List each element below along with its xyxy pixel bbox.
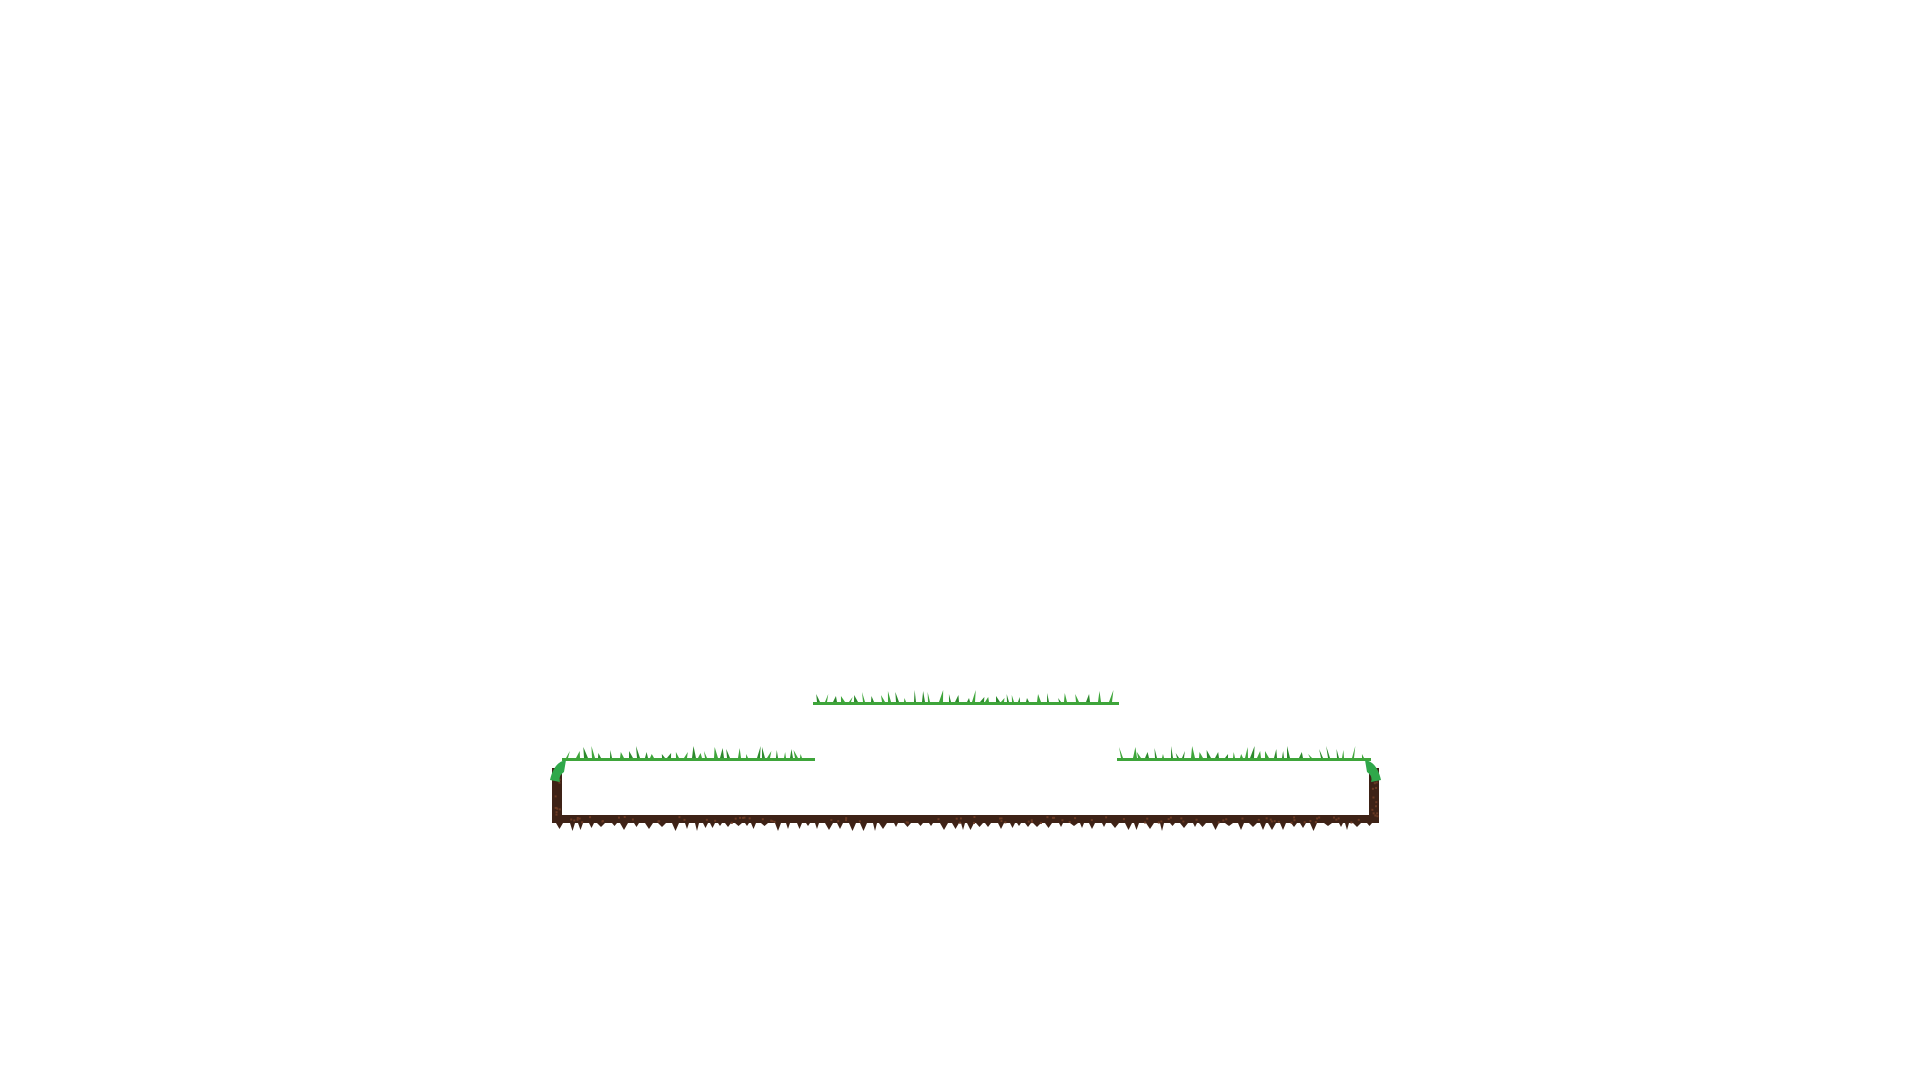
grass-tuft: [576, 751, 580, 758]
dirt-speck: [973, 816, 975, 818]
dirt-drip: [745, 823, 749, 826]
grass-tuft: [1326, 746, 1330, 758]
grass-tuft: [1162, 754, 1164, 758]
dirt-drip: [710, 823, 715, 828]
dirt-drip: [918, 823, 923, 826]
dirt-speck: [1031, 821, 1033, 823]
dirt-drip: [1033, 823, 1041, 827]
dirt-speck: [589, 816, 591, 818]
grass-tuft: [662, 754, 665, 758]
dirt-speck: [845, 819, 847, 821]
grass-tuft: [591, 746, 595, 758]
grass-tuft: [762, 747, 765, 758]
grass-tuft: [895, 692, 899, 702]
dirt-speck: [1318, 817, 1320, 819]
dirt-speck: [1061, 819, 1063, 821]
grass-tuft: [985, 697, 989, 702]
dirt-drip: [985, 823, 991, 827]
dirt-speck: [684, 819, 686, 821]
grass-tuft: [1075, 694, 1079, 702]
grass-tuft: [1191, 746, 1195, 758]
dirt-speck: [1069, 821, 1071, 823]
dirt-drip: [658, 823, 666, 827]
dirt-speck: [1274, 820, 1276, 822]
grass-tuft: [610, 750, 612, 758]
grass-tuft: [1362, 754, 1364, 758]
grass-tuft: [1064, 693, 1067, 702]
grass-tuft: [881, 695, 885, 702]
grass-tuft: [841, 696, 845, 702]
dirt-drip: [718, 823, 722, 826]
dirt-drip: [556, 823, 563, 829]
dirt-speck: [624, 816, 626, 818]
left-ledge: [562, 746, 815, 761]
dirt-speck: [1372, 796, 1374, 798]
grass-tuft: [967, 698, 970, 702]
dirt-drip: [849, 823, 856, 831]
grass-tuft: [914, 690, 916, 702]
dirt-speck: [749, 817, 751, 819]
dirt-speck: [1266, 817, 1268, 819]
grass-tuft: [955, 695, 959, 702]
grass-tuft: [825, 694, 828, 702]
dirt-speck: [1338, 817, 1340, 819]
dirt-speck: [762, 818, 764, 820]
dirt-speck: [577, 817, 579, 819]
grass-tuft: [583, 747, 588, 758]
dirt-drip: [1280, 823, 1286, 830]
dirt-drip: [1089, 823, 1095, 829]
grass-tuft: [980, 697, 984, 702]
grass-tuft: [629, 751, 633, 758]
dirt-drip: [589, 823, 594, 828]
dirt-speck: [1218, 821, 1220, 823]
grass-tuft: [1007, 694, 1009, 702]
dirt-speck: [1372, 788, 1374, 790]
grass-tuft: [1265, 751, 1269, 758]
grass-tuft: [598, 753, 601, 758]
grass-tuft: [1001, 698, 1004, 702]
dirt-drip: [998, 823, 1004, 829]
dirt-drip: [873, 823, 877, 831]
dirt-speck: [657, 820, 659, 822]
dirt-drip: [1146, 823, 1154, 829]
grass-tuft: [1215, 752, 1219, 758]
dirt-drip: [1238, 823, 1244, 830]
grass-tuft: [738, 748, 741, 758]
dirt-drip: [1310, 823, 1317, 831]
dirt-drip: [1134, 823, 1139, 830]
grass-tuft: [1342, 750, 1344, 758]
grass-line: [813, 702, 1119, 705]
dirt-speck: [1170, 817, 1172, 819]
dirt-speck: [1180, 817, 1182, 819]
grass-tuft: [1308, 754, 1312, 758]
dirt-speck: [960, 817, 962, 819]
dirt-speck: [1225, 818, 1227, 820]
dirt-drip: [1193, 823, 1197, 827]
grass-tuft: [1250, 746, 1255, 758]
dirt-speck: [1350, 821, 1352, 823]
dirt-speck: [1144, 821, 1146, 823]
dirt-speck: [570, 819, 572, 821]
dirt-drip: [1199, 823, 1206, 827]
grass-tuft: [1012, 695, 1014, 702]
dirt-speck: [1270, 819, 1272, 821]
dirt-speck: [555, 795, 557, 797]
grass-tuft: [704, 751, 707, 758]
grass-tuft: [620, 752, 624, 758]
dirt-speck: [1000, 820, 1002, 822]
grass-tuft: [888, 691, 891, 702]
grass-tuft: [1133, 747, 1137, 758]
dirt-speck: [602, 820, 604, 822]
dirt-drip: [1367, 823, 1372, 826]
dirt-drip: [703, 823, 708, 828]
dirt-drip: [1160, 823, 1164, 831]
dirt-drip: [967, 823, 974, 830]
dirt-drip: [1125, 823, 1132, 830]
dirt-speck: [1293, 819, 1295, 821]
grass-tuft: [790, 749, 793, 758]
grass-tuft: [1154, 748, 1157, 758]
grass-tuft: [1225, 754, 1228, 758]
dirt-drip: [725, 823, 731, 827]
grass-tuft: [1245, 747, 1248, 758]
dirt-drip: [1353, 823, 1361, 827]
dirt-speck: [1146, 818, 1148, 820]
dirt-drip: [976, 823, 983, 827]
dirt-speck: [1182, 821, 1184, 823]
dirt-speck: [1241, 818, 1243, 820]
dirt-speck: [1271, 820, 1273, 822]
grass-tuft: [746, 754, 748, 758]
dirt-speck: [559, 808, 561, 810]
dirt-drip: [1324, 823, 1332, 826]
dirt-speck: [1052, 817, 1054, 819]
upper-center-ledge: [813, 690, 1119, 705]
dirt-drip: [786, 823, 790, 829]
dirt-drip: [578, 823, 583, 830]
dirt-drip: [597, 823, 605, 827]
dirt-speck: [1304, 821, 1306, 823]
grass-tuft: [698, 753, 702, 758]
grass-tuft: [849, 697, 853, 702]
dirt-speck: [1373, 812, 1375, 814]
dirt-speck: [1040, 822, 1042, 824]
dirt-speck: [1293, 816, 1295, 818]
dirt-drip: [735, 823, 742, 826]
grass-tuft: [1319, 749, 1323, 758]
grass-tuft: [1098, 691, 1101, 702]
dirt-floor: [552, 815, 1379, 823]
dirt-speck: [1371, 809, 1373, 811]
dirt-speck: [845, 817, 847, 819]
grass-tuft: [1037, 694, 1041, 702]
dirt-speck: [714, 820, 716, 822]
dirt-speck: [556, 808, 558, 810]
dirt-drip: [1059, 823, 1063, 827]
dirt-drip: [570, 823, 575, 831]
dirt-speck: [907, 822, 909, 824]
dirt-drip: [672, 823, 679, 831]
grass-tuft: [928, 692, 930, 702]
grass-tuft: [1257, 751, 1261, 758]
dirt-speck: [678, 816, 680, 818]
grass-tuft: [1352, 746, 1355, 758]
dirt-drip: [1249, 823, 1257, 827]
dirt-speck: [1046, 816, 1048, 818]
dirt-speck: [1160, 820, 1162, 822]
dirt-drip: [685, 823, 689, 829]
dirt-drip: [645, 823, 653, 829]
grass-tuft: [1109, 690, 1113, 702]
grass-tuft: [1145, 752, 1149, 758]
dirt-speck: [742, 817, 744, 819]
dirt-speck: [959, 822, 961, 824]
dirt-drip: [1300, 823, 1306, 828]
grass-tuft: [996, 696, 1000, 702]
dirt-speck: [1358, 819, 1360, 821]
dirt-drip: [695, 823, 699, 831]
dirt-speck: [1222, 819, 1224, 821]
dirt-speck: [859, 820, 861, 822]
dirt-speck: [1158, 822, 1160, 824]
grass-tuft: [714, 747, 718, 758]
grass-tuft: [720, 748, 724, 758]
grass-tuft: [1207, 750, 1211, 758]
grass-tuft: [854, 695, 858, 702]
grass-tuft: [1086, 694, 1090, 702]
dirt-speck: [555, 814, 557, 816]
dirt-drip: [1180, 823, 1188, 828]
grass-tuft: [566, 751, 570, 758]
dirt-speck: [1031, 819, 1033, 821]
dirt-speck: [1309, 820, 1311, 822]
ground-basin: [552, 768, 1379, 831]
grass-tuft: [776, 750, 778, 758]
grass-tuft: [726, 749, 730, 758]
dirt-speck: [1258, 819, 1260, 821]
grass-tuft: [676, 752, 679, 758]
dirt-speck: [1291, 822, 1293, 824]
grass-tuft: [767, 751, 771, 758]
dirt-drip: [1025, 823, 1031, 827]
grass-tuft: [1026, 698, 1029, 702]
grass-tuft: [1199, 752, 1203, 758]
grass-tuft: [1047, 693, 1049, 702]
dirt-drip: [1212, 823, 1219, 830]
dirt-drip: [837, 823, 843, 829]
dirt-drip: [894, 823, 898, 827]
dirt-speck: [579, 818, 581, 820]
grass-tuft: [794, 750, 798, 758]
grass-tuft: [1119, 747, 1123, 758]
dirt-speck: [632, 819, 634, 821]
grass-tuft: [833, 696, 837, 702]
grass-tuft: [667, 753, 671, 758]
basin-wall-caps: [550, 760, 1381, 782]
grass-tuft: [1282, 751, 1284, 758]
dirt-drip: [1010, 823, 1015, 828]
dirt-drip: [1170, 823, 1175, 826]
grass-tuft: [1274, 749, 1277, 758]
dirt-speck: [1376, 812, 1378, 814]
dirt-speck: [581, 821, 583, 823]
dirt-speck: [1168, 818, 1170, 820]
grass-tuft: [1299, 752, 1303, 758]
dirt-speck: [1375, 787, 1377, 789]
dirt-speck: [1278, 821, 1280, 823]
dirt-speck: [556, 811, 558, 813]
grass-tuft: [1287, 746, 1290, 758]
dirt-drip: [775, 823, 781, 831]
dirt-drip: [1080, 823, 1084, 828]
grass-tuft: [1240, 754, 1243, 758]
dirt-drip: [1339, 823, 1343, 827]
dirt-speck: [1091, 819, 1093, 821]
grass-tuft: [636, 746, 640, 758]
dirt-speck: [1374, 814, 1376, 816]
grass-tuft: [816, 694, 820, 702]
dirt-drip: [1017, 823, 1021, 826]
dirt-speck: [1196, 819, 1198, 821]
dirt-speck: [973, 822, 975, 824]
dirt-speck: [731, 822, 733, 824]
grass-tuft: [1018, 697, 1020, 702]
grass-tuft: [1171, 746, 1173, 758]
dirt-speck: [573, 819, 575, 821]
dirt-drip: [860, 823, 867, 831]
dirt-drip: [751, 823, 756, 829]
grass-line: [1117, 758, 1371, 761]
dirt-drip: [929, 823, 933, 826]
dirt-speck: [735, 818, 737, 820]
dirt-drip: [634, 823, 639, 827]
dirt-drip: [825, 823, 833, 830]
dirt-speck: [618, 817, 620, 819]
dirt-drip: [612, 823, 617, 826]
grass-tuft: [692, 746, 696, 758]
dirt-speck: [706, 819, 708, 821]
dirt-drip: [1045, 823, 1052, 828]
dirt-speck: [1004, 821, 1006, 823]
right-ledge: [1117, 746, 1371, 761]
grass-tuft: [871, 696, 874, 702]
dirt-speck: [837, 820, 839, 822]
dirt-speck: [771, 820, 773, 822]
grass-line: [562, 758, 815, 761]
dirt-speck: [999, 817, 1001, 819]
dirt-speck: [577, 819, 579, 821]
grass-tuft: [922, 691, 925, 702]
dirt-drip: [1225, 823, 1233, 826]
grass-tuft: [650, 754, 654, 758]
dirt-speck: [1316, 817, 1318, 819]
grass-tuft: [784, 752, 786, 758]
dirt-drip: [879, 823, 887, 829]
dirt-drip: [1102, 823, 1106, 827]
grass-tuft: [1176, 753, 1179, 758]
grass-tuft: [645, 752, 648, 758]
dirt-speck: [1028, 821, 1030, 823]
dirt-speck: [1376, 781, 1378, 783]
grass-tuft: [1182, 751, 1185, 758]
dirt-drip: [1345, 823, 1349, 830]
dirt-speck: [774, 821, 776, 823]
dirt-speck: [1333, 817, 1335, 819]
grass-tuft: [939, 690, 943, 702]
dirt-drip: [940, 823, 948, 830]
dirt-speck: [1375, 805, 1377, 807]
grass-tuft: [949, 694, 951, 702]
dirt-speck: [559, 782, 561, 784]
dirt-drip: [1268, 823, 1276, 830]
dirt-drip: [952, 823, 959, 829]
grass-tuft: [1337, 749, 1339, 758]
dirt-drip: [797, 823, 802, 829]
grass-tuft: [757, 746, 761, 758]
grass-tuft: [800, 754, 802, 758]
grass-tuft: [904, 698, 906, 702]
dirt-speck: [1123, 818, 1125, 820]
dirt-drip: [806, 823, 810, 826]
dirt-speck: [739, 817, 741, 819]
grass-tuft: [1137, 752, 1141, 758]
grass-tuft: [862, 692, 865, 702]
grass-tuft: [972, 690, 976, 702]
dirt-speck: [830, 819, 832, 821]
grass-tuft: [684, 752, 688, 758]
dirt-drip: [815, 823, 819, 829]
dirt-drip: [961, 823, 965, 830]
dirt-drip: [620, 823, 628, 830]
dirt-speck: [1375, 801, 1377, 803]
dirt-speck: [956, 818, 958, 820]
dirt-speck: [1376, 815, 1378, 817]
dirt-drip: [1111, 823, 1119, 828]
dirt-drip: [761, 823, 768, 826]
dirt-speck: [1315, 821, 1317, 823]
dirt-speck: [937, 818, 939, 820]
dirt-speck: [1374, 782, 1376, 784]
dirt-drip: [1260, 823, 1266, 830]
dirt-speck: [1074, 817, 1076, 819]
grass-tuft: [1233, 752, 1235, 758]
dirt-drip: [1070, 823, 1078, 826]
dirt-speck: [1105, 816, 1107, 818]
dirt-speck: [1335, 819, 1337, 821]
grass-tuft: [1058, 698, 1061, 702]
